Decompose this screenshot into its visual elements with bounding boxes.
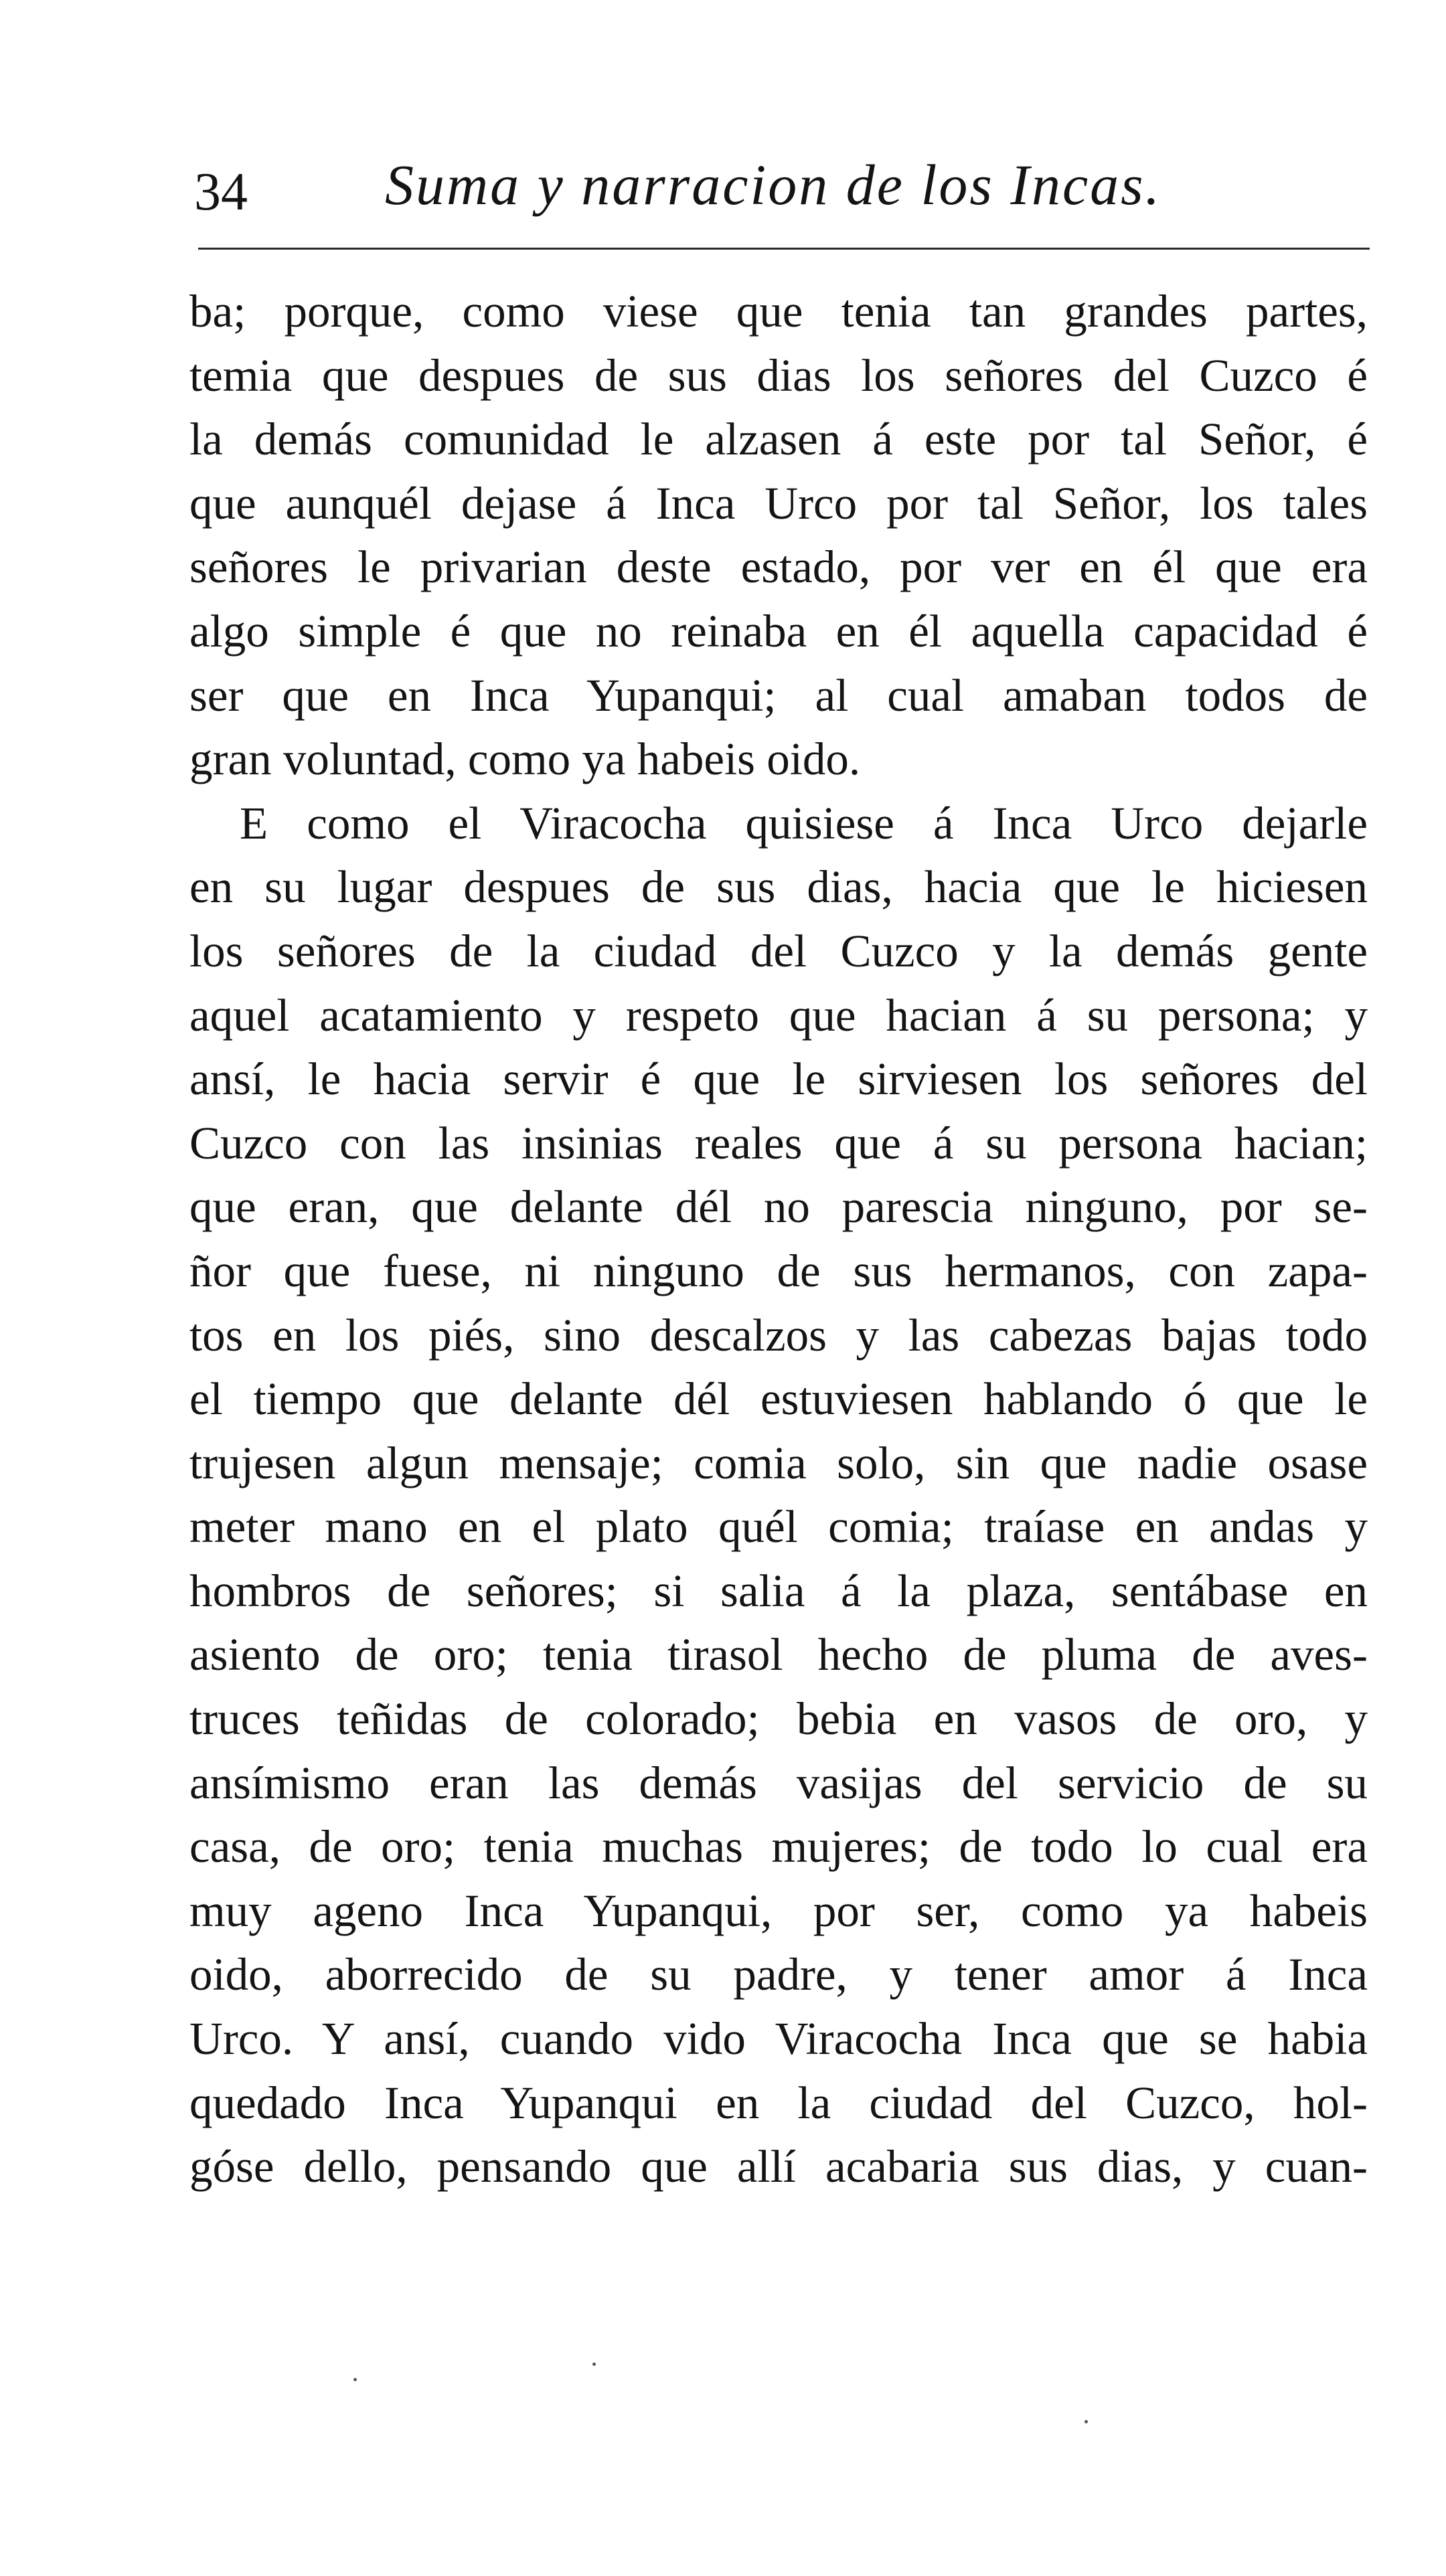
text-line: que aunquél dejase á Inca Urco por tal Señor, los tales xyxy=(189,477,1368,529)
text-line: temia que despues de sus dias los señores del Cuzco é xyxy=(189,349,1368,401)
text-line: quedado Inca Yupanqui en la ciudad del Cuzco, hol- xyxy=(189,2077,1368,2128)
text-line: aquel acatamiento y respeto que hacian á su persona; y xyxy=(189,989,1368,1041)
text-line: muy ageno Inca Yupanqui, por ser, como ya habeis xyxy=(189,1885,1368,1936)
text-line: gran voluntad, como ya habeis oido. xyxy=(189,734,861,785)
text-line: Cuzco con las insinias reales que á su persona hacian; xyxy=(189,1117,1368,1169)
text-line: ser que en Inca Yupanqui; al cual amaban todos de xyxy=(189,669,1368,721)
text-line: la demás comunidad le alzasen á este por tal Señor, é xyxy=(189,414,1368,465)
page-number: 34 xyxy=(194,163,248,222)
paper-speck xyxy=(353,2378,357,2381)
text-line: hombros de señores; si salia á la plaza, sentábase en xyxy=(189,1565,1368,1616)
text-line: ansí, le hacia servir é que le sirviesen los señores del xyxy=(189,1053,1368,1105)
page-header xyxy=(194,151,1369,224)
text-line: trujesen algun mensaje; comia solo, sin que nadie osase xyxy=(189,1437,1368,1488)
running-title: Suma y narracion de los Incas. xyxy=(385,153,1162,217)
body-text xyxy=(189,280,1368,2199)
text-line: meter mano en el plato quél comia; traíase en andas y xyxy=(189,1501,1368,1553)
paragraph-first-line: E como el Viracocha quisiese á Inca Urco dejarle xyxy=(240,797,1368,849)
text-line: algo simple é que no reinaba en él aquella capacidad é xyxy=(189,605,1368,657)
text-line: el tiempo que delante dél estuviesen hablando ó que le xyxy=(189,1373,1368,1425)
text-line: casa, de oro; tenia muchas mujeres; de todo lo cual era xyxy=(189,1821,1368,1873)
text-line: ba; porque, como viese que tenia tan grandes partes, xyxy=(189,286,1368,337)
text-line: señores le privarian deste estado, por ver en él que era xyxy=(189,541,1368,593)
text-line: tos en los piés, sino descalzos y las cabezas bajas todo xyxy=(189,1309,1368,1361)
header-rule xyxy=(198,248,1370,250)
text-line: en su lugar despues de sus dias, hacia que le hiciesen xyxy=(189,861,1368,913)
text-line: góse dello, pensando que allí acabaria sus dias, y cuan- xyxy=(189,2141,1368,2193)
text-line: ñor que fuese, ni ninguno de sus hermanos, con zapa- xyxy=(189,1245,1368,1296)
text-line: los señores de la ciudad del Cuzco y la demás gente xyxy=(189,925,1368,976)
text-line: Urco. Y ansí, cuando vido Viracocha Inca que se habia xyxy=(189,2013,1368,2065)
text-line: que eran, que delante dél no parescia ninguno, por se- xyxy=(189,1181,1368,1233)
text-line: asiento de oro; tenia tirasol hecho de pluma de aves- xyxy=(189,1629,1368,1681)
paper-speck xyxy=(1084,2420,1088,2423)
text-line: truces teñidas de colorado; bebia en vasos de oro, y xyxy=(189,1693,1368,1745)
text-line: ansímismo eran las demás vasijas del servicio de su xyxy=(189,1757,1368,1808)
paper-speck xyxy=(592,2363,596,2366)
text-line: oido, aborrecido de su padre, y tener amor á Inca xyxy=(189,1949,1368,2000)
